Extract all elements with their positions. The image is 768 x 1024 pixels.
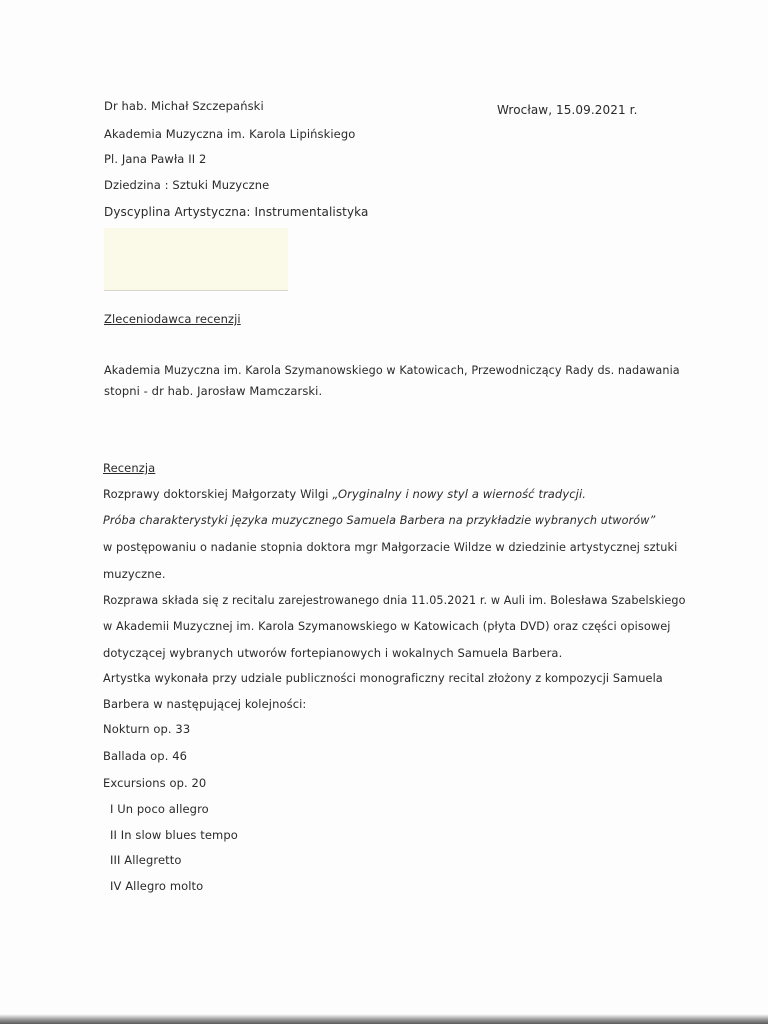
review-line-7: dotyczącej wybranych utworów fortepianowych i wokalnych Samuela Barbera. <box>103 646 563 660</box>
review-line-3: w postępowaniu o nadanie stopnia doktora mgr Małgorzacie Wildze w dziedzinie artystycznej sztuki <box>103 541 678 554</box>
review-line-9: Barbera w następującej kolejności: <box>103 697 307 711</box>
review-line-6: w Akademii Muzycznej im. Karola Szymanowskiego w Katowicach (płyta DVD) oraz części opisowej <box>103 620 671 633</box>
review-line-8: Artystka wykonała przy udziale publiczności monograficzny recital złożony z kompozycji Samuela <box>103 672 663 685</box>
commissioner-line-1: Akademia Muzyczna im. Karola Szymanowskiego w Katowicach, Przewodniczący Rady ds. nadawania <box>104 364 680 377</box>
movement-item: IV Allegro molto <box>110 879 204 893</box>
place-date: Wrocław, 15.09.2021 r. <box>497 103 638 117</box>
address: Pl. Jana Pawła II 2 <box>104 152 207 166</box>
scan-edge <box>0 1014 768 1024</box>
program-item: Ballada op. 46 <box>103 749 188 763</box>
author-name: Dr hab. Michał Szczepański <box>104 99 264 113</box>
commissioner-heading: Zleceniodawca recenzji <box>104 312 241 326</box>
movement-item: III Allegretto <box>110 853 182 867</box>
review-line-4: muzyczne. <box>103 567 166 581</box>
movement-item: II In slow blues tempo <box>110 828 238 842</box>
dissertation-title: „Oryginalny i nowy styl a wierność tradycji. <box>332 487 587 501</box>
institution: Akademia Muzyczna im. Karola Lipińskiego <box>104 127 356 141</box>
movement-item: I Un poco allegro <box>110 802 209 816</box>
commissioner-line-2: stopni - dr hab. Jarosław Mamczarski. <box>104 384 323 398</box>
review-line-1 <box>103 487 586 501</box>
review-line-1-prefix: Rozprawy doktorskiej Małgorzaty Wilgi <box>103 487 333 501</box>
discipline: Dyscyplina Artystyczna: Instrumentalistyka <box>104 205 369 219</box>
program-item: Nokturn op. 33 <box>103 722 191 736</box>
dissertation-subtitle: Próba charakterystyki języka muzycznego Samuela Barbera na przykładzie wybranych utworów” <box>103 514 656 527</box>
field: Dziedzina : Sztuki Muzyczne <box>104 178 270 192</box>
review-line-5: Rozprawa składa się z recitalu zarejestrowanego dnia 11.05.2021 r. w Auli im. Bolesława Szabelskiego <box>103 594 686 607</box>
program-item: Excursions op. 20 <box>103 776 207 790</box>
review-heading: Recenzja <box>103 461 156 475</box>
redacted-area <box>104 228 288 291</box>
